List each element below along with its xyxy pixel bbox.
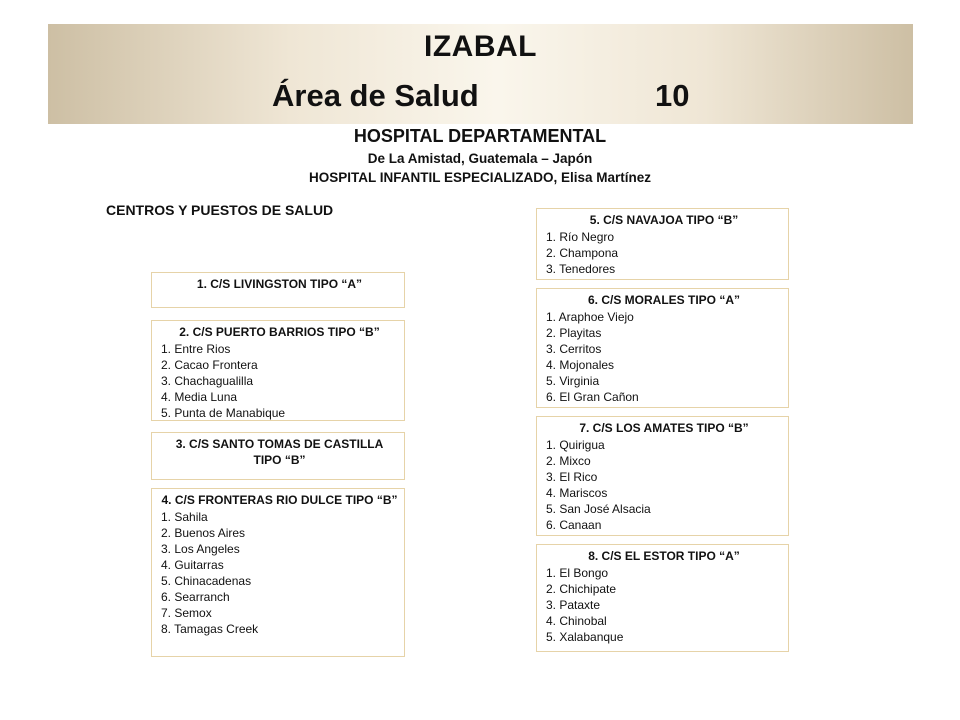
center-box-5 [536,208,789,280]
center-title: 4. C/S FRONTERAS RIO DULCE TIPO “B” [161,493,398,507]
list-item: 3. Tenedores [546,262,616,276]
section-label: CENTROS Y PUESTOS DE SALUD [106,202,334,218]
area-label: Área de Salud [272,78,479,113]
list-item: 8. Tamagas Creek [161,622,259,636]
center-box-4 [151,488,405,657]
list-item: 3. Pataxte [546,598,601,612]
list-item: 2. Playitas [546,326,602,340]
list-item: 1. Araphoe Viejo [546,310,634,324]
center-box-2 [151,320,405,421]
center-box-8 [536,544,789,652]
center-box-6 [536,288,789,408]
list-item: 5. Xalabanque [546,630,624,644]
list-item: 6. Searranch [161,590,230,604]
list-item: 5. Virginia [546,374,600,388]
center-title: 1. C/S LIVINGSTON TIPO “A” [196,277,363,291]
list-item: 6. Canaan [546,518,602,532]
list-item: 4. Mariscos [546,486,608,500]
list-item: 1. Quirigua [546,438,605,452]
list-item: 2. Champona [546,246,619,260]
list-item: 3. Cerritos [546,342,602,356]
list-item: 4. Chinobal [546,614,607,628]
list-item: 5. Chinacadenas [161,574,252,588]
center-title: 6. C/S MORALES TIPO “A” [587,293,740,307]
list-item: 4. Media Luna [161,390,238,404]
list-item: 2. Chichipate [546,582,617,596]
header-banner [48,24,913,124]
list-item: 3. El Rico [546,470,598,484]
list-item: 6. El Gran Cañon [546,390,639,404]
list-item: 2. Cacao Frontera [161,358,258,372]
area-number: 10 [655,78,690,113]
center-title: 7. C/S LOS AMATES TIPO “B” [579,421,749,435]
center-box-7 [536,416,789,536]
list-item: 4. Mojonales [546,358,615,372]
list-item: 7. Semox [161,606,212,620]
hospital-title: HOSPITAL DEPARTAMENTAL [353,126,607,146]
hospital-subtitle: De La Amistad, Guatemala – Japón [367,151,593,166]
list-item: 3. Los Angeles [161,542,240,556]
department-title: IZABAL [424,30,537,63]
center-title: 2. C/S PUERTO BARRIOS TIPO “B” [179,325,380,339]
list-item: 4. Guitarras [161,558,224,572]
list-item: 2. Buenos Aires [161,526,246,540]
center-box-3 [151,432,405,480]
list-item: 1. Entre Rios [161,342,231,356]
list-item: 1. Río Negro [546,230,615,244]
list-item: 1. Sahila [161,510,208,524]
list-item: 3. Chachagualilla [161,374,254,388]
center-box-1 [151,272,405,308]
hospital-infantil: HOSPITAL INFANTIL ESPECIALIZADO, Elisa Martínez [308,170,652,185]
center-title: 8. C/S EL ESTOR TIPO “A” [588,549,740,563]
list-item: 5. San José Alsacia [546,502,651,516]
list-item: 1. El Bongo [546,566,609,580]
center-title: 3. C/S SANTO TOMAS DE CASTILLA TIPO “B” [175,437,384,467]
list-item: 5. Punta de Manabique [161,406,286,420]
list-item: 2. Mixco [546,454,591,468]
center-title: 5. C/S NAVAJOA TIPO “B” [589,213,739,227]
